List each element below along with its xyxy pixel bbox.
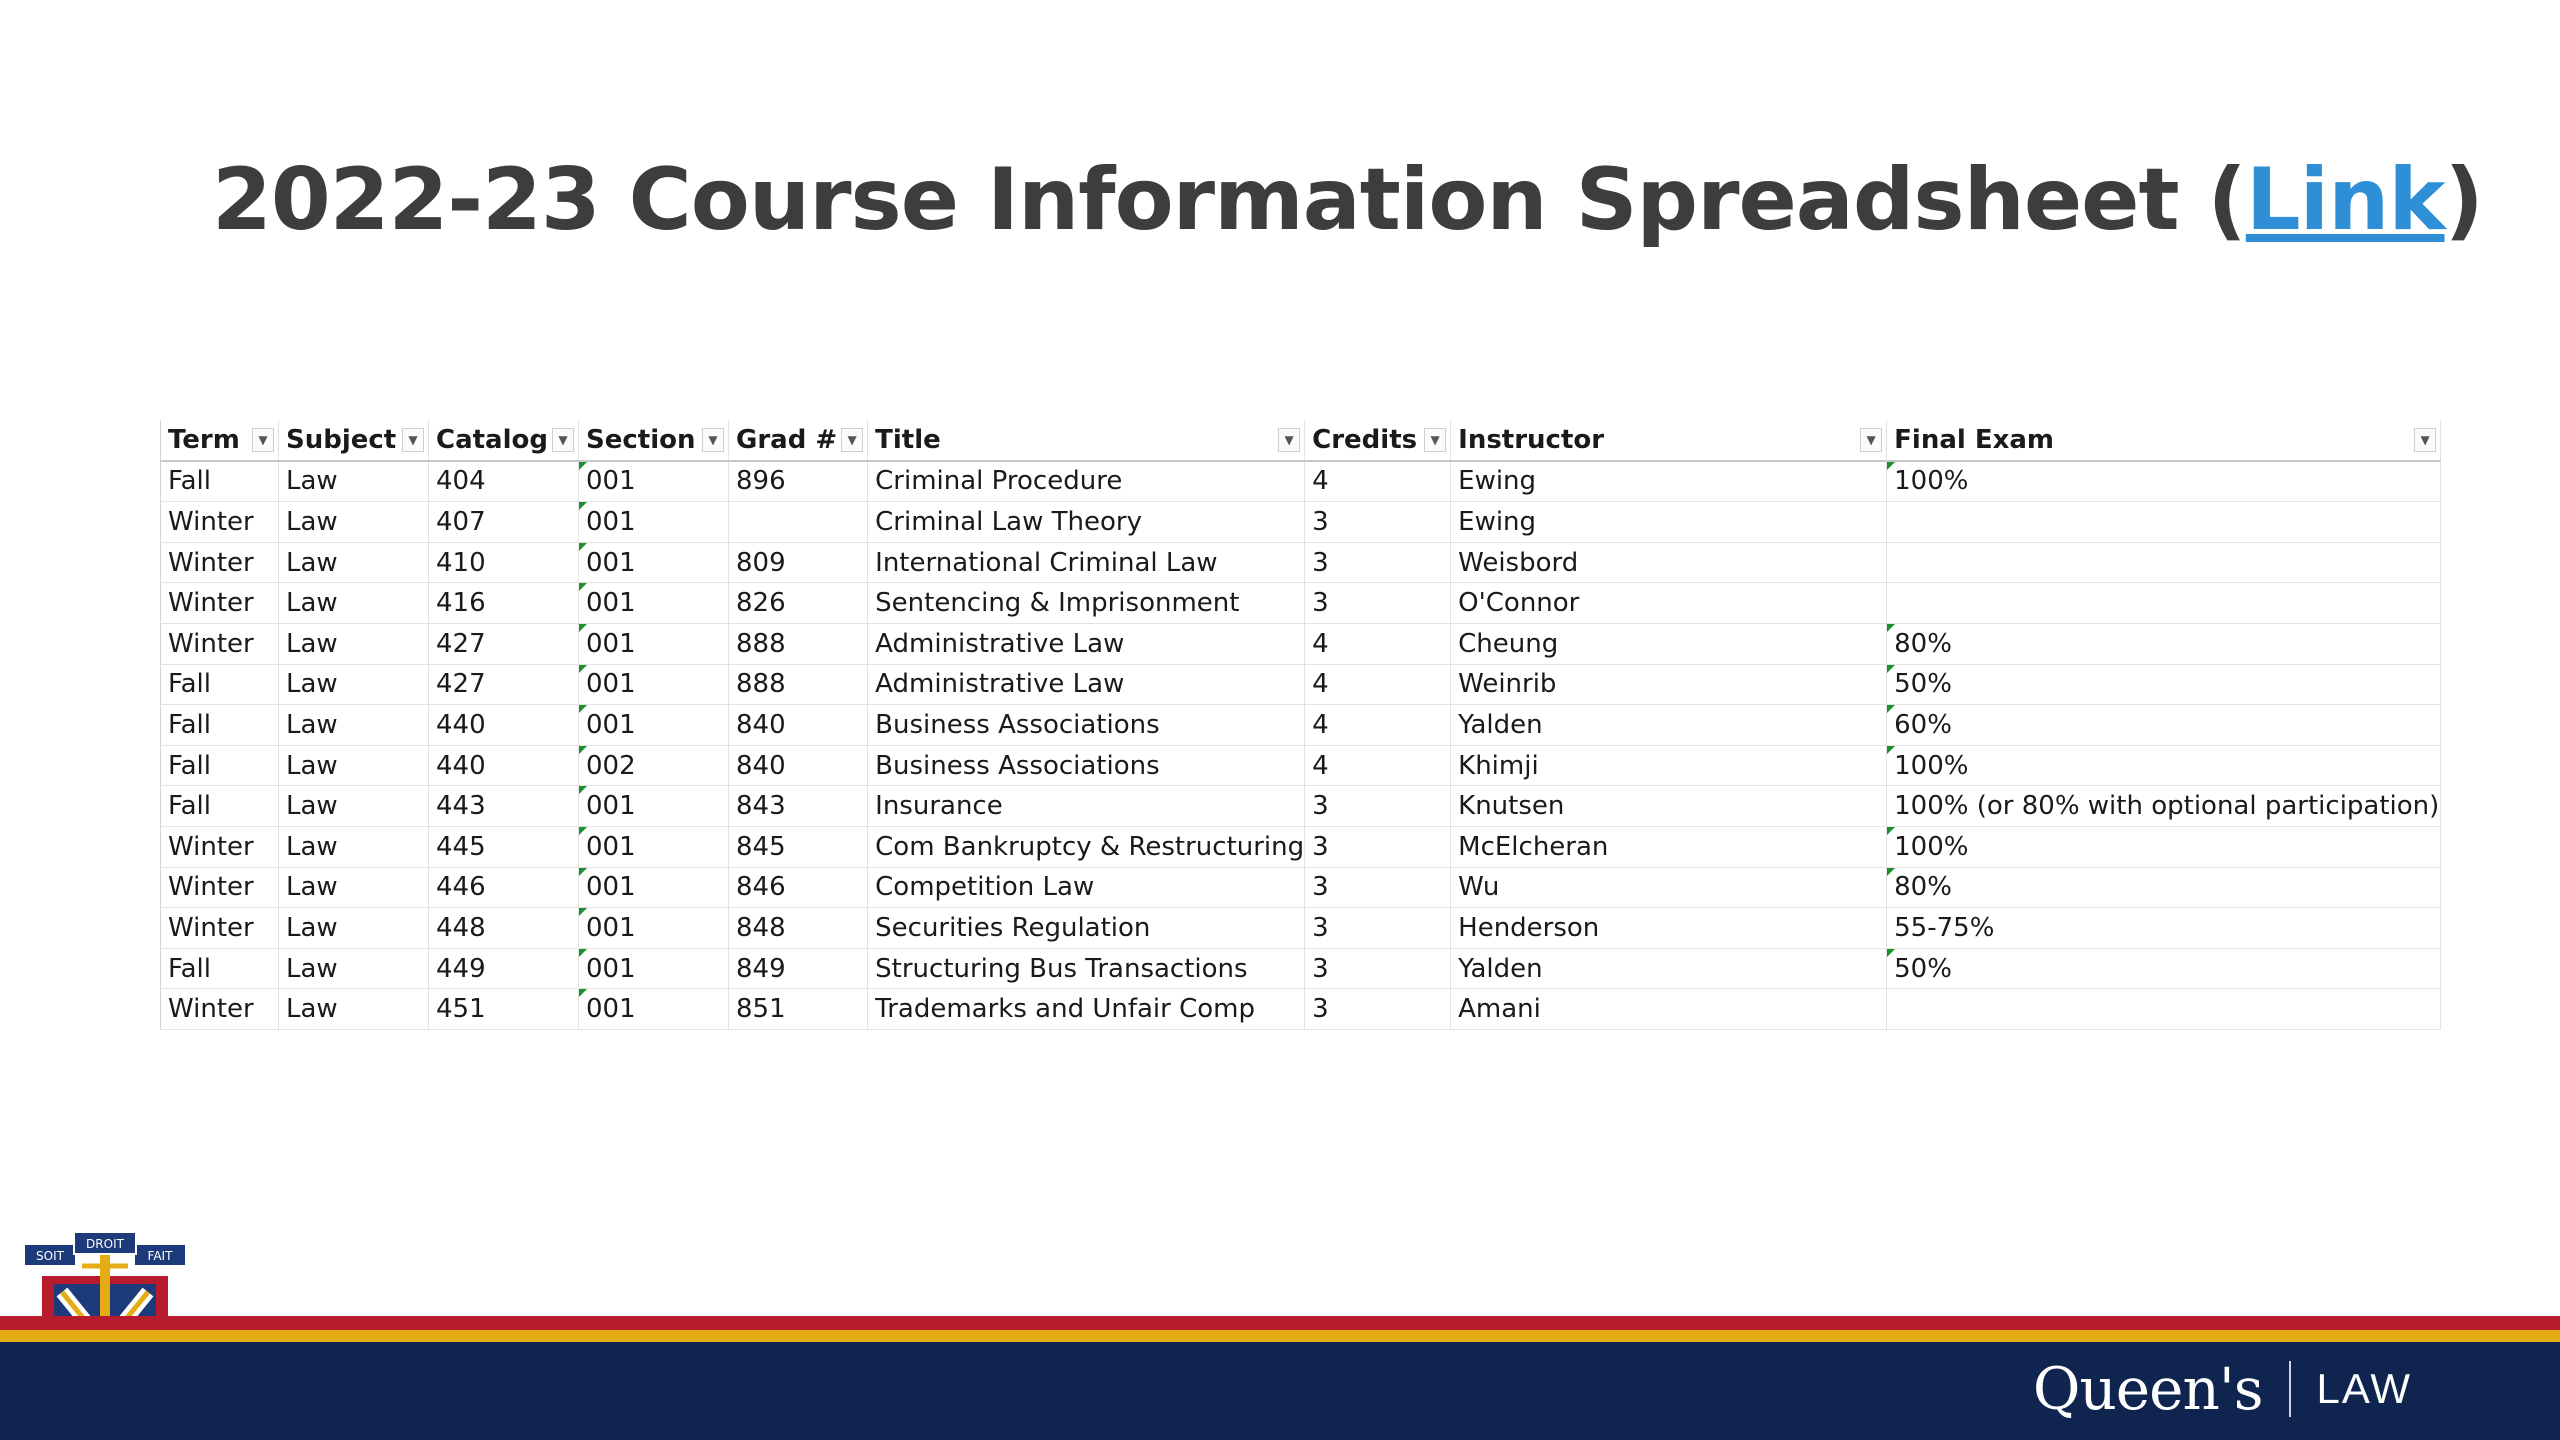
- cell-grad[interactable]: 840: [729, 705, 868, 746]
- cell-subject[interactable]: Law: [279, 461, 429, 502]
- cell-section[interactable]: 001: [579, 786, 729, 827]
- cell-section[interactable]: 001: [579, 948, 729, 989]
- cell-title[interactable]: Business Associations: [868, 745, 1305, 786]
- table-row: [161, 664, 2441, 705]
- col-header-title: Title ▼: [868, 420, 1305, 461]
- cell-title[interactable]: Com Bankruptcy & Restructuring: [868, 826, 1305, 867]
- cell-catalog[interactable]: 410: [429, 542, 579, 583]
- cell-instructor[interactable]: Ewing: [1451, 461, 1887, 502]
- col-header-final-exam: Final Exam ▼: [1887, 420, 2441, 461]
- cell-term[interactable]: Fall: [161, 948, 279, 989]
- table-row: [161, 705, 2441, 746]
- cell-exam[interactable]: 55-75%: [1887, 908, 2441, 949]
- cell-credits[interactable]: 4: [1305, 623, 1451, 664]
- cell-term[interactable]: Winter: [161, 908, 279, 949]
- col-header-credits: Credits ▼: [1305, 420, 1451, 461]
- slide-title: [212, 150, 2483, 250]
- cell-credits[interactable]: 3: [1305, 502, 1451, 543]
- cell-section[interactable]: 001: [579, 826, 729, 867]
- cell-instructor[interactable]: Henderson: [1451, 908, 1887, 949]
- cell-term[interactable]: Winter: [161, 502, 279, 543]
- cell-subject[interactable]: Law: [279, 502, 429, 543]
- cell-grad[interactable]: 846: [729, 867, 868, 908]
- cell-exam[interactable]: 100% (or 80% with optional participation): [1887, 786, 2441, 827]
- spreadsheet-link[interactable]: Link: [2245, 150, 2445, 250]
- cell-term[interactable]: Winter: [161, 583, 279, 624]
- cell-grad[interactable]: [729, 502, 868, 543]
- brand-name: Queen's: [2032, 1355, 2263, 1423]
- cell-catalog[interactable]: 448: [429, 908, 579, 949]
- brand-unit: LAW: [2316, 1365, 2412, 1412]
- cell-exam[interactable]: 100%: [1887, 461, 2441, 502]
- cell-catalog[interactable]: 440: [429, 745, 579, 786]
- cell-instructor[interactable]: McElcheran: [1451, 826, 1887, 867]
- cell-title[interactable]: Administrative Law: [868, 664, 1305, 705]
- table-row: [161, 786, 2441, 827]
- crest-motto-center: DROIT: [86, 1237, 124, 1251]
- cell-instructor[interactable]: Knutsen: [1451, 786, 1887, 827]
- cell-exam[interactable]: [1887, 583, 2441, 624]
- cell-term[interactable]: Fall: [161, 745, 279, 786]
- cell-credits[interactable]: 3: [1305, 786, 1451, 827]
- filter-dropdown-icon[interactable]: ▼: [252, 428, 274, 452]
- table-row: [161, 908, 2441, 949]
- cell-instructor[interactable]: Khimji: [1451, 745, 1887, 786]
- col-header-grad: Grad # ▼: [729, 420, 868, 461]
- cell-subject[interactable]: Law: [279, 867, 429, 908]
- cell-term[interactable]: Winter: [161, 542, 279, 583]
- cell-credits[interactable]: 3: [1305, 826, 1451, 867]
- cell-grad[interactable]: 826: [729, 583, 868, 624]
- cell-credits[interactable]: 3: [1305, 542, 1451, 583]
- filter-dropdown-icon[interactable]: ▼: [1424, 428, 1446, 452]
- cell-grad[interactable]: 843: [729, 786, 868, 827]
- table-row: [161, 948, 2441, 989]
- cell-subject[interactable]: Law: [279, 745, 429, 786]
- footer-stripe-gold: [0, 1330, 2560, 1342]
- cell-credits[interactable]: 4: [1305, 461, 1451, 502]
- cell-term[interactable]: Fall: [161, 461, 279, 502]
- cell-exam[interactable]: 60%: [1887, 705, 2441, 746]
- cell-section[interactable]: 001: [579, 989, 729, 1030]
- cell-instructor[interactable]: Yalden: [1451, 948, 1887, 989]
- queens-law-wordmark: [2033, 1355, 2412, 1423]
- filter-dropdown-icon[interactable]: ▼: [402, 428, 424, 452]
- table-row: [161, 867, 2441, 908]
- cell-grad[interactable]: 845: [729, 826, 868, 867]
- cell-term[interactable]: Fall: [161, 705, 279, 746]
- cell-title[interactable]: Competition Law: [868, 867, 1305, 908]
- cell-catalog[interactable]: 446: [429, 867, 579, 908]
- table-row: [161, 623, 2441, 664]
- cell-catalog[interactable]: 404: [429, 461, 579, 502]
- cell-catalog[interactable]: 407: [429, 502, 579, 543]
- cell-section[interactable]: 001: [579, 705, 729, 746]
- filter-dropdown-icon[interactable]: ▼: [702, 428, 724, 452]
- cell-term[interactable]: Winter: [161, 989, 279, 1030]
- footer-stripe-red: [0, 1316, 2560, 1330]
- cell-grad[interactable]: 840: [729, 745, 868, 786]
- cell-section[interactable]: 002: [579, 745, 729, 786]
- cell-instructor[interactable]: Amani: [1451, 989, 1887, 1030]
- cell-credits[interactable]: 3: [1305, 867, 1451, 908]
- col-header-catalog: Catalog ▼: [429, 420, 579, 461]
- cell-catalog[interactable]: 427: [429, 664, 579, 705]
- cell-section[interactable]: 001: [579, 583, 729, 624]
- cell-exam[interactable]: [1887, 542, 2441, 583]
- cell-grad[interactable]: 849: [729, 948, 868, 989]
- cell-title[interactable]: Securities Regulation: [868, 908, 1305, 949]
- cell-instructor[interactable]: Wu: [1451, 867, 1887, 908]
- filter-dropdown-icon[interactable]: ▼: [1278, 428, 1300, 452]
- cell-catalog[interactable]: 445: [429, 826, 579, 867]
- cell-title[interactable]: Business Associations: [868, 705, 1305, 746]
- cell-instructor[interactable]: Weinrib: [1451, 664, 1887, 705]
- cell-exam[interactable]: 100%: [1887, 745, 2441, 786]
- cell-title[interactable]: Insurance: [868, 786, 1305, 827]
- cell-credits[interactable]: 3: [1305, 583, 1451, 624]
- table-row: [161, 826, 2441, 867]
- cell-exam[interactable]: [1887, 989, 2441, 1030]
- cell-exam[interactable]: 50%: [1887, 948, 2441, 989]
- cell-subject[interactable]: Law: [279, 583, 429, 624]
- cell-title[interactable]: Trademarks and Unfair Comp: [868, 989, 1305, 1030]
- cell-section[interactable]: 001: [579, 461, 729, 502]
- table-row: [161, 745, 2441, 786]
- cell-exam[interactable]: [1887, 502, 2441, 543]
- cell-instructor[interactable]: O'Connor: [1451, 583, 1887, 624]
- cell-subject[interactable]: Law: [279, 948, 429, 989]
- cell-credits[interactable]: 3: [1305, 908, 1451, 949]
- cell-term[interactable]: Fall: [161, 664, 279, 705]
- cell-title[interactable]: International Criminal Law: [868, 542, 1305, 583]
- col-header-instructor: Instructor ▼: [1451, 420, 1887, 461]
- table-row: [161, 542, 2441, 583]
- table-header-row: [161, 420, 2441, 461]
- cell-subject[interactable]: Law: [279, 908, 429, 949]
- cell-section[interactable]: 001: [579, 908, 729, 949]
- cell-grad[interactable]: 888: [729, 664, 868, 705]
- cell-subject[interactable]: Law: [279, 664, 429, 705]
- cell-credits[interactable]: 3: [1305, 948, 1451, 989]
- cell-subject[interactable]: Law: [279, 786, 429, 827]
- cell-instructor[interactable]: Weisbord: [1451, 542, 1887, 583]
- cell-catalog[interactable]: 449: [429, 948, 579, 989]
- cell-title[interactable]: Administrative Law: [868, 623, 1305, 664]
- cell-catalog[interactable]: 427: [429, 623, 579, 664]
- cell-exam[interactable]: 50%: [1887, 664, 2441, 705]
- cell-section[interactable]: 001: [579, 623, 729, 664]
- col-header-section: Section ▼: [579, 420, 729, 461]
- crest-motto-left: SOIT: [36, 1249, 64, 1263]
- table-row: [161, 461, 2441, 502]
- cell-credits[interactable]: 4: [1305, 705, 1451, 746]
- filter-dropdown-icon[interactable]: ▼: [552, 428, 574, 452]
- cell-catalog[interactable]: 443: [429, 786, 579, 827]
- cell-grad[interactable]: 888: [729, 623, 868, 664]
- cell-title[interactable]: Criminal Law Theory: [868, 502, 1305, 543]
- cell-term[interactable]: Fall: [161, 786, 279, 827]
- filter-dropdown-icon[interactable]: ▼: [841, 428, 863, 452]
- cell-section[interactable]: 001: [579, 502, 729, 543]
- slide-title-text: 2022-23 Course Information Spreadsheet (: [212, 150, 2246, 250]
- cell-catalog[interactable]: 416: [429, 583, 579, 624]
- col-header-subject: Subject ▼: [279, 420, 429, 461]
- cell-exam[interactable]: 80%: [1887, 867, 2441, 908]
- cell-section[interactable]: 001: [579, 664, 729, 705]
- cell-credits[interactable]: 3: [1305, 989, 1451, 1030]
- cell-title[interactable]: Sentencing & Imprisonment: [868, 583, 1305, 624]
- cell-exam[interactable]: 100%: [1887, 826, 2441, 867]
- cell-subject[interactable]: Law: [279, 989, 429, 1030]
- cell-section[interactable]: 001: [579, 867, 729, 908]
- filter-dropdown-icon[interactable]: ▼: [2414, 428, 2436, 452]
- col-header-term: Term ▼: [161, 420, 279, 461]
- cell-credits[interactable]: 4: [1305, 664, 1451, 705]
- brand-divider: [2289, 1361, 2291, 1417]
- cell-subject[interactable]: Law: [279, 826, 429, 867]
- table-row: [161, 502, 2441, 543]
- cell-credits[interactable]: 4: [1305, 745, 1451, 786]
- cell-title[interactable]: Criminal Procedure: [868, 461, 1305, 502]
- cell-instructor[interactable]: Cheung: [1451, 623, 1887, 664]
- cell-instructor[interactable]: Ewing: [1451, 502, 1887, 543]
- cell-catalog[interactable]: 451: [429, 989, 579, 1030]
- cell-subject[interactable]: Law: [279, 705, 429, 746]
- cell-subject[interactable]: Law: [279, 542, 429, 583]
- cell-catalog[interactable]: 440: [429, 705, 579, 746]
- cell-grad[interactable]: 851: [729, 989, 868, 1030]
- cell-grad[interactable]: 848: [729, 908, 868, 949]
- cell-subject[interactable]: Law: [279, 623, 429, 664]
- cell-term[interactable]: Winter: [161, 623, 279, 664]
- filter-dropdown-icon[interactable]: ▼: [1860, 428, 1882, 452]
- cell-title[interactable]: Structuring Bus Transactions: [868, 948, 1305, 989]
- cell-exam[interactable]: 80%: [1887, 623, 2441, 664]
- cell-term[interactable]: Winter: [161, 826, 279, 867]
- course-table: [160, 420, 2441, 1030]
- slide-title-close: ): [2444, 150, 2483, 250]
- table-row: [161, 989, 2441, 1030]
- cell-instructor[interactable]: Yalden: [1451, 705, 1887, 746]
- cell-section[interactable]: 001: [579, 542, 729, 583]
- cell-term[interactable]: Winter: [161, 867, 279, 908]
- crest-motto-right: FAIT: [147, 1249, 173, 1263]
- cell-grad[interactable]: 896: [729, 461, 868, 502]
- cell-grad[interactable]: 809: [729, 542, 868, 583]
- table-row: [161, 583, 2441, 624]
